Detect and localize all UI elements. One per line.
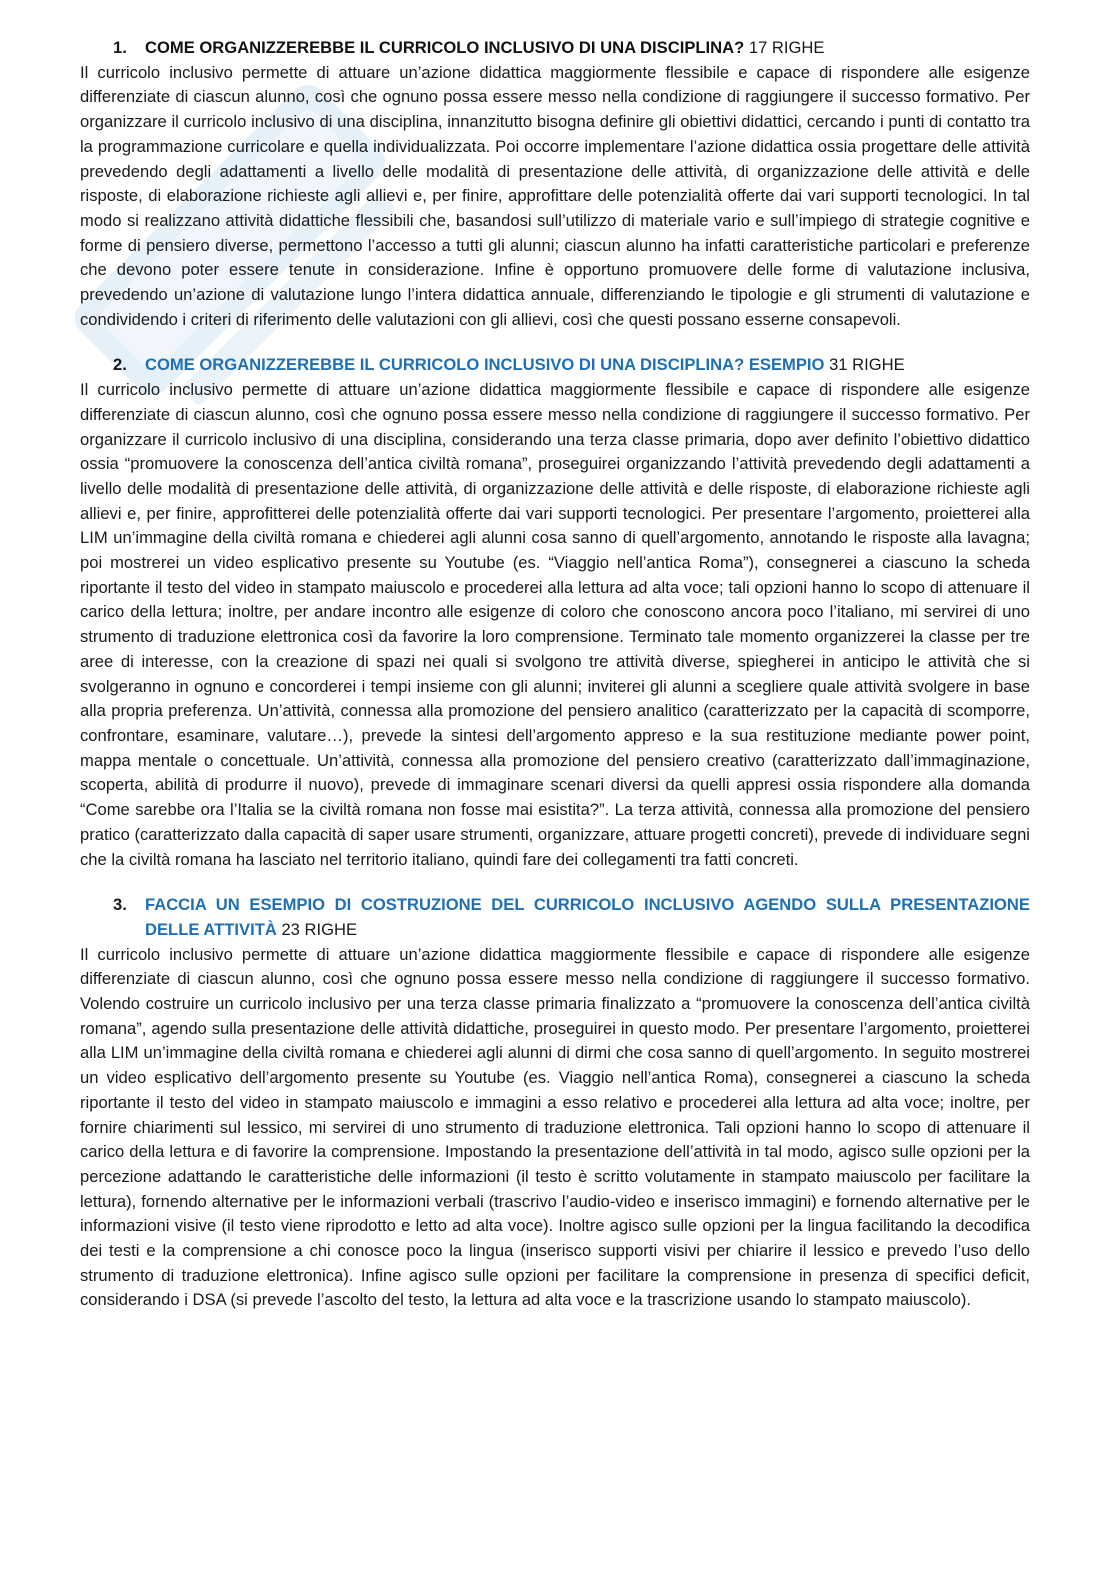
answer-paragraph: Il curricolo inclusivo permette di attuare un’azione didattica maggiormente flessibile e capace di rispondere alle esigenze differenziate di ciascun alunno, così che ognuno possa essere messo nella condizione di raggiungere il successo formativo. Volendo costruire un curricolo inclusivo per una terza classe primaria finalizzato a “promuovere la conoscenza dell’antica civiltà romana”, agendo sulla presentazione delle attività didattiche, proseguirei in questo modo. Per presentare l’argomento, proietterei alla LIM un’immagine della civiltà romana e chiederei agli alunni di dirmi che cosa sanno di quell’argomento. In seguito mostrerei un video esplicativo dell’argomento presente su Youtube (es. Viaggio nell’antica Roma), consegnerei a ciascuno la scheda riportante il testo del video in stampato maiuscolo e immagini a esso relativo e procederei alla lettura ad alta voce; inoltre, per fornire chiarimenti sul lessico, mi servirei di uno strumento di traduzione elettronica. Tali opzioni hanno lo scopo di attenuare il carico della lettura e di favorire la comprensione. Impostando la presentazione dell’attività in tal modo, agisco sulle opzioni per la percezione adattando le caratteristiche delle informazioni (il testo è scritto volutamente in stampato maiuscolo per facilitare la lettura), fornendo alternative per le informazioni verbali (trascrivo l’audio-video e inserisco immagini) e fornendo alternative per le informazioni visive (il testo viene riprodotto e letto ad alta voce). Inoltre agisco sulle opzioni per la lingua facilitando la decodifica dei testi e la comprensione a chi conosce poco la lingua (inserisco supporti visivi per chiarire il lessico e prevedo l’uso dello strumento di traduzione elettronica). Infine agisco sulle opzioni per facilitare la comprensione in presenza di specifici deficit, considerando i DSA (si prevede l’ascolto del testo, la lettura ad alta voce e la trascrizione usando lo stampato maiuscolo). [80, 944, 1030, 1310]
question-number: 2. [113, 355, 127, 375]
question-section-1 [80, 36, 1030, 332]
line-count: 23 RIGHE [281, 919, 358, 939]
question-heading [80, 36, 1030, 61]
question-title: COME ORGANIZZEREBBE IL CURRICOLO INCLUSIVO DI UNA DISCIPLINA? ESEMPIO [145, 355, 825, 375]
question-section-3 [80, 893, 1030, 1313]
question-number: 1. [113, 38, 127, 57]
question-heading [80, 353, 1030, 378]
question-section-2 [80, 353, 1030, 872]
question-number: 3. [113, 895, 127, 915]
question-heading [80, 893, 1030, 942]
answer-paragraph: Il curricolo inclusivo permette di attuare un’azione didattica maggiormente flessibile e capace di rispondere alle esigenze differenziate di ciascun alunno, così che ognuno possa essere messo nella condizione di raggiungere il successo formativo. Per organizzare il curricolo inclusivo di una disciplina, considerando una terza classe primaria, dopo aver definito l’obiettivo didattico ossia “promuovere la conoscenza dell’antica civiltà romana”, proseguirei organizzando l’attività prevedendo degli adattamenti a livello delle modalità di presentazione delle attività, di organizzazione delle attività e delle risposte, di elaborazione richieste agli allievi e, per finire, approfitterei delle potenzialità offerte dai vari supporti tecnologici. Per presentare l’argomento, proietterei alla LIM un’immagine della civiltà romana e chiederei agli alunni cosa sanno di quell’argomento, annotando le risposte alla lavagna; poi mostrerei un video esplicativo presente su Youtube (es. “Viaggio nell’antica Roma”), consegnerei a ciascuno la scheda riportante il testo del video in stampato maiuscolo e procederei alla lettura ad alta voce; tali opzioni hanno lo scopo di attenuare il carico della lettura; inoltre, per andare incontro alle esigenze di coloro che conoscono ancora poco l’italiano, mi servirei di uno strumento di traduzione elettronica così da favorire la loro comprensione. Terminato tale momento organizzerei la classe per tre aree di interesse, con la creazione di spazi nei quali si svolgono tre attività diverse, spiegherei in anticipo le attività che si svolgeranno in ognuno e concorderei i tempi insieme con gli alunni; inviterei gli alunni a scegliere quale attività svolgere in base alla propria preferenza. Un’attività, connessa alla promozione del pensiero analitico (caratterizzato per la capacità di scomporre, confrontare, esaminare, valutare…), prevede la sintesi dell’argomento appreso e la sua restituzione mediante power point, mappa mentale o concettuale. Un’attività, connessa alla promozione del pensiero creativo (caratterizzato dall’immaginazione, scoperta, abilità di produrre il nuovo), prevede di immaginare scenari diversi da quelli appresi ossia rispondere alla domanda “Come sarebbe ora l’Italia se la civiltà romana non fosse mai esistita?”. La terza attività, connessa alla promozione del pensiero pratico (caratterizzato dalla capacità di saper usare strumenti, organizzare, attuare progetti concreti), prevede di individuare segni che la civiltà romana ha lasciato nel territorio italiano, quindi fare dei collegamenti tra fatti concreti. [80, 380, 1030, 869]
question-title: COME ORGANIZZEREBBE IL CURRICOLO INCLUSIVO DI UNA DISCIPLINA? [145, 38, 745, 57]
line-count: 17 RIGHE [748, 38, 825, 57]
document-page [80, 36, 1030, 1334]
line-count: 31 RIGHE [829, 355, 905, 375]
answer-paragraph: Il curricolo inclusivo permette di attuare un’azione didattica maggiormente flessibile e capace di rispondere alle esigenze differenziate di ciascun alunno, così che ognuno possa essere messo nella condizione di raggiungere il successo formativo. Per organizzare il curricolo inclusivo di una disciplina, innanzitutto bisogna definire gli obiettivi didattici, cercando i punti di contatto tra la programmazione curricolare e quella individualizzata. Poi occorre implementare l’azione didattica ossia progettare delle attività prevedendo degli adattamenti a livello delle modalità di presentazione delle attività, di organizzazione delle attività e delle risposte, di elaborazione richieste agli allievi e, per finire, approfittare delle potenzialità offerte dai vari supporti tecnologici. In tal modo si realizzano attività didattiche flessibili che, basandosi sull’utilizzo di materiale vario e sull’impiego di strategie cognitive e forme di pensiero diverse, permettono l’accesso a tutti gli alunni; ciascun alunno ha infatti caratteristiche particolari e preferenze che devono poter essere tenute in considerazione. Infine è opportuno promuovere delle forme di valutazione inclusiva, prevedendo un’azione di valutazione lungo l’intera didattica annuale, differenziando le tipologie e gli strumenti di valutazione e condividendo i criteri di riferimento delle valutazioni con gli allievi, così che questi possano esserne consapevoli. [80, 62, 1030, 329]
question-title: FACCIA UN ESEMPIO DI COSTRUZIONE DEL CURRICOLO INCLUSIVO AGENDO SULLA PRESENTAZIONE DELLE ATTIVITÀ [145, 895, 1030, 939]
